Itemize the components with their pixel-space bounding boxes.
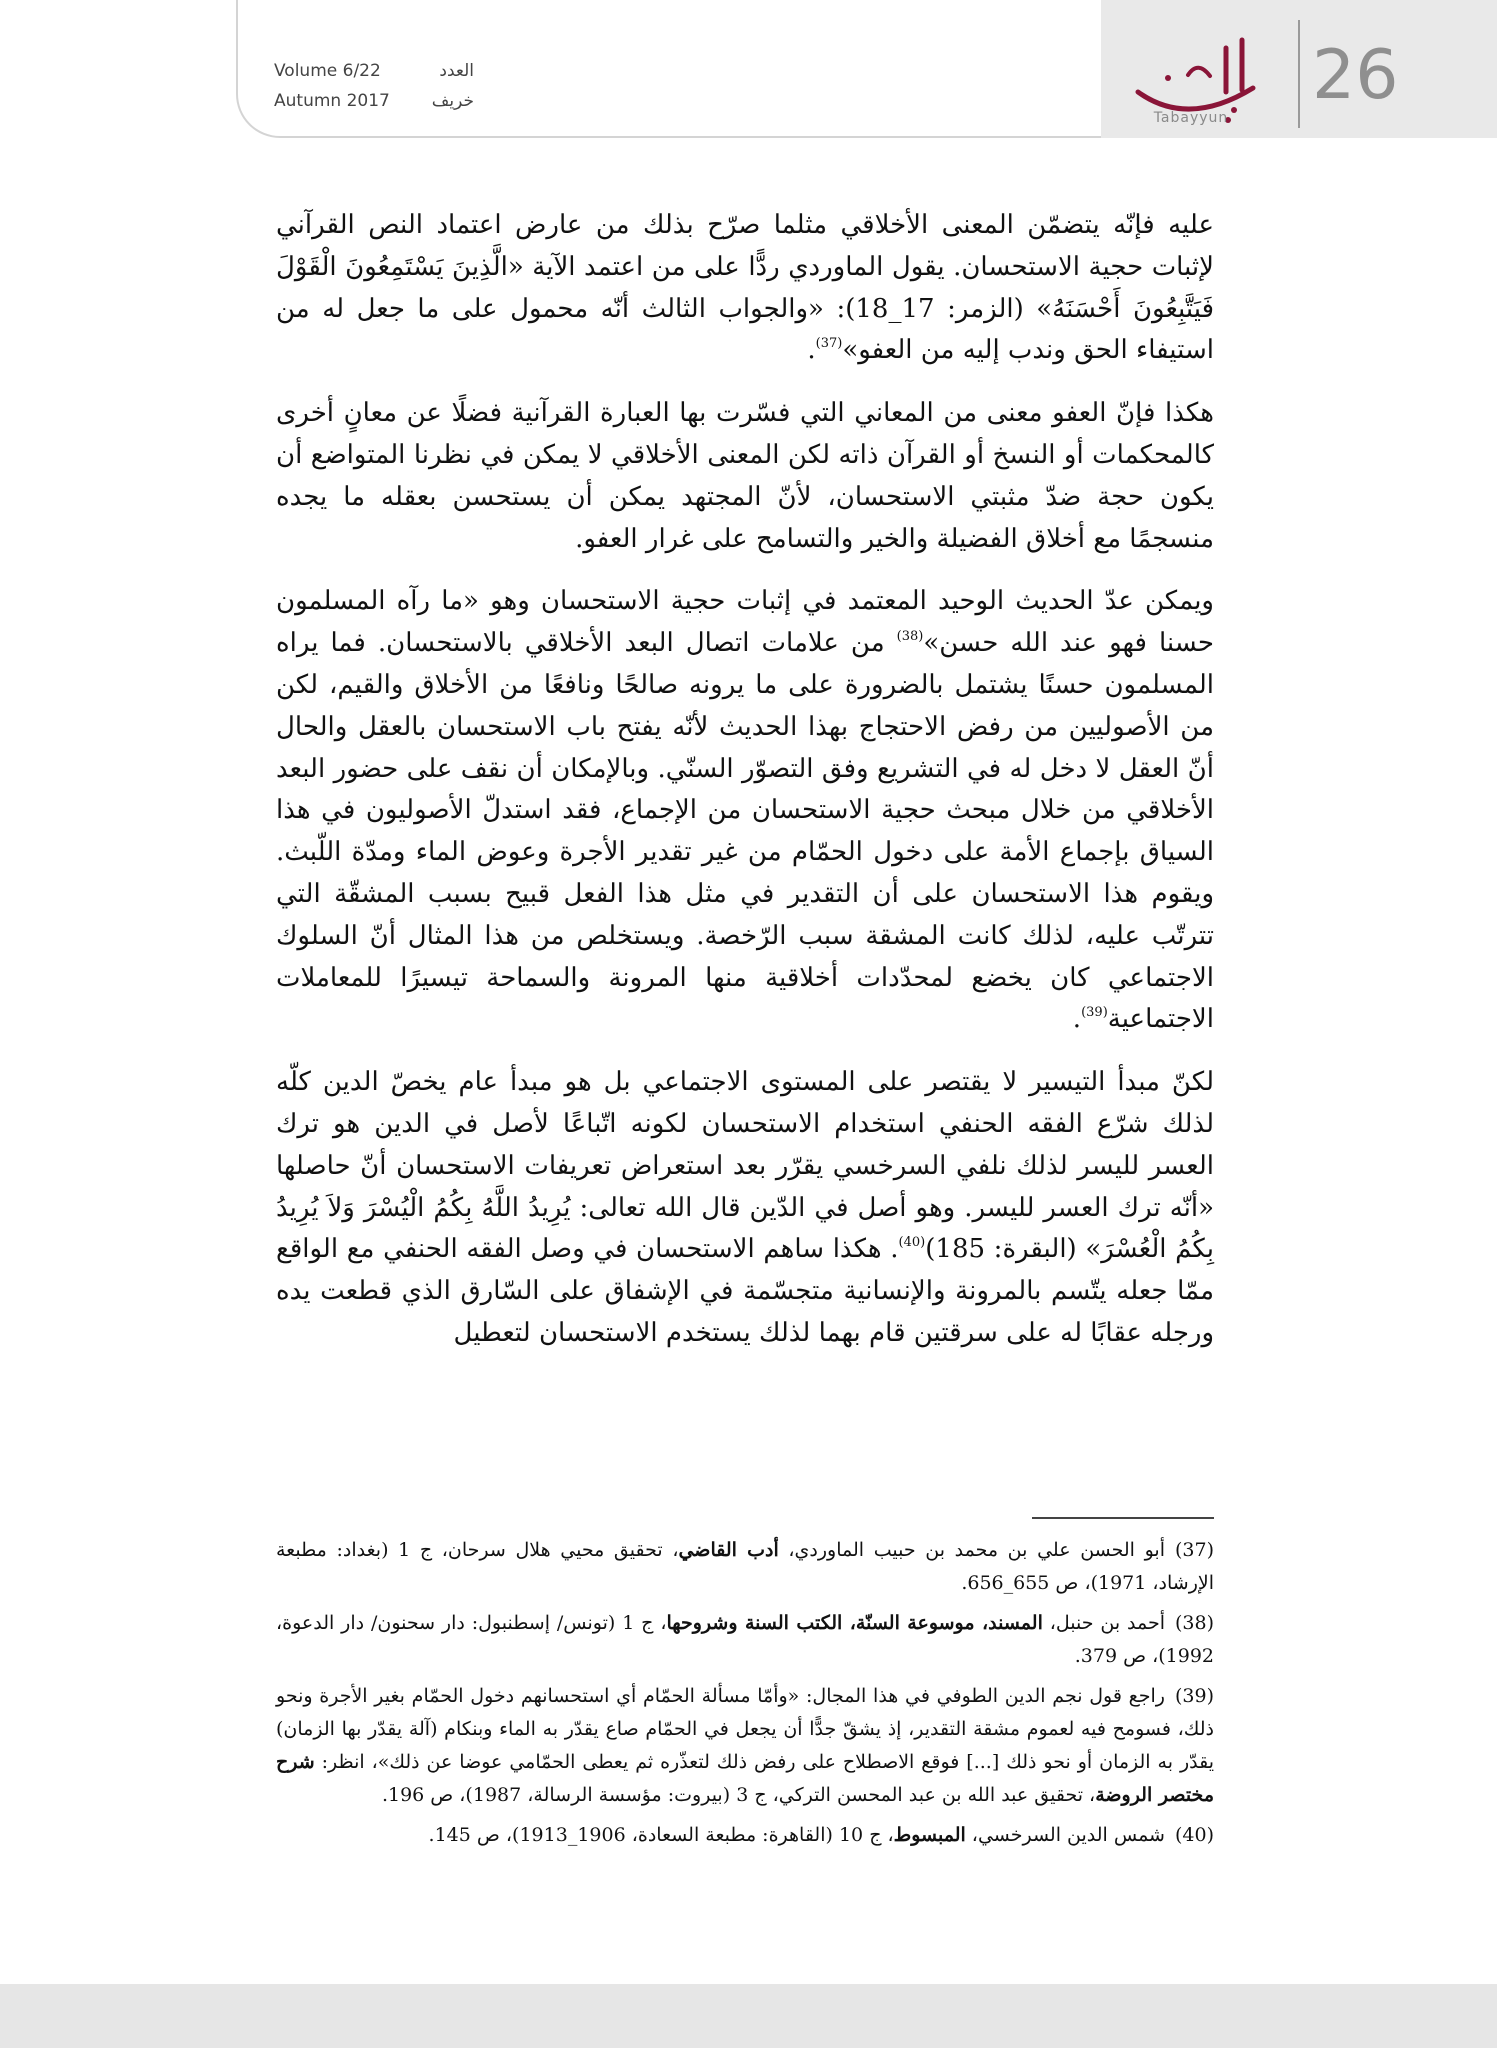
volume-row (274, 56, 474, 86)
issue-label-ar: العدد (439, 61, 474, 81)
page-footer-band (0, 1984, 1497, 2048)
text-run: ، ج 10 (القاهرة: مطبعة السعادة، 1906_1913)، ص 145. (428, 1824, 894, 1846)
body-paragraph (276, 581, 1214, 1041)
header-divider (1298, 20, 1300, 128)
season-label-ar: خريف (431, 91, 474, 111)
page-number: 26 (1312, 36, 1399, 115)
body-paragraph (276, 1062, 1214, 1355)
season-row (274, 86, 474, 116)
season-label: Autumn 2017 (274, 91, 390, 111)
footnote-ref[interactable]: (40) (898, 1235, 926, 1251)
text-run: شمس الدين السرخسي، (965, 1824, 1165, 1846)
main-text (276, 205, 1214, 1376)
text-run: أبو الحسن علي بن محمد بن حبيب الماوردي، (778, 1539, 1165, 1561)
footnote (276, 1819, 1214, 1852)
issue-info (274, 56, 474, 116)
footnotes (276, 1534, 1214, 1859)
footnote-number: (38) (1174, 1612, 1215, 1634)
footnote (276, 1534, 1214, 1600)
text-run: هكذا فإنّ العفو معنى من المعاني التي فسّرت بها العبارة القرآنية فضلًا عن معانٍ أخرى كالمحكمات أو النسخ أو القرآن ذاته لكن المعنى الأخلاقي لا يمكن في نظرنا المتواضع أن يكون حجة ضدّ مثبتي الاستحسان، لأنّ المجتهد يمكن أن يستحسن بعقله ما يجده منسجمًا مع أخلاق الفضيلة والخير والتسامح على غرار العفو. (276, 398, 1214, 554)
footnote-number: (37) (1174, 1539, 1214, 1561)
footnote-separator (1032, 1517, 1214, 1519)
footnote-number: (39) (1174, 1685, 1214, 1707)
text-run: ، ج 1 (تونس/ إسطنبول: دار سحنون/ دار الدعوة، 1992)، ص 379. (276, 1612, 1214, 1667)
volume-label: Volume 6/22 (274, 61, 381, 81)
body-paragraph (276, 393, 1214, 560)
text-run: أحمد بن حنبل، (1042, 1612, 1165, 1634)
text-run: . هكذا ساهم الاستحسان في وصل الفقه الحنفي مع الواقع ممّا جعله يتّسم بالمرونة والإنسانية متجسّمة في الإشفاق على السّارق الذي قطعت يده ورجله عقابًا له على سرقتين قام بهما لذلك يستخدم الاستحسان لتعطيل (276, 1234, 1214, 1348)
footnote-ref[interactable]: (38) (896, 629, 924, 645)
book-title: شرح مختصر الروضة (276, 1751, 1214, 1806)
footnote-ref[interactable]: (39) (1081, 1005, 1108, 1021)
text-run: عليه فإنّه يتضمّن المعنى الأخلاقي مثلما صرّح بذلك من عارض اعتماد النص القرآني لإثبات حجية الاستحسان. يقول الماوردي ردًّا على من اعتمد الآية «الَّذِينَ يَسْتَمِعُونَ الْقَوْلَ فَيَتَّبِعُونَ أَحْسَنَهُ» (الزمر: 17_18): «والجواب الثالث أنّه محمول على ما جعل له من استيفاء الحق وندب إليه من العفو» (276, 210, 1214, 366)
logo-text: تبيُّن (1128, 138, 1130, 139)
logo-subtitle: Tabayyun (1153, 110, 1229, 126)
page-header (0, 0, 1497, 140)
footnote (276, 1607, 1214, 1673)
book-title: أدب القاضي (678, 1539, 779, 1561)
text-run: . (1072, 1004, 1082, 1035)
footnote (276, 1680, 1214, 1812)
text-run: ، تحقيق عبد الله بن عبد المحسن التركي، ج 3 (بيروت: مؤسسة الرسالة، 1987)، ص 196. (381, 1784, 1096, 1806)
text-run: . (807, 335, 816, 366)
footnote-number: (40) (1174, 1824, 1214, 1846)
text-run: لكنّ مبدأ التيسير لا يقتصر على المستوى الاجتماعي بل هو مبدأ عام يخصّ الدين كلّه لذلك شرّع الفقه الحنفي استخدام الاستحسان لكونه اتّباعًا لأصل في الدين هو ترك العسر لليسر لذلك نلفي السرخسي يقرّر بعد استعراض تعريفات الاستحسان أنّ حاصلها «أنّه ترك العسر لليسر. وهو أصل في الدّين قال الله تعالى: يُرِيدُ اللَّهُ بِكُمُ الْيُسْرَ وَلاَ يُرِيدُ بِكُمُ الْعُسْرَ» (البقرة: 185) (276, 1067, 1214, 1265)
text-run: ، تحقيق محيي هلال سرحان، ج 1 (بغداد: مطبعة الإرشاد، 1971)، ص 655_656. (276, 1539, 1214, 1594)
footnote-ref[interactable]: (37) (815, 336, 843, 352)
text-run: راجع قول نجم الدين الطوفي في هذا المجال: «وأمّا مسألة الحمّام أي استحسانهم دخول الحمّام بغير الأجرة ونحو ذلك، فسومح فيه لعموم مشقة التقدير، إذ يشقّ جدًّا أن يجعل في الحمّام صاع يقدّر به الماء وبنكام (آلة يقدّر بها الزمان) يقدّر به الزمان أو نحو ذلك [...] فوقع الاصطلاح على رفض ذلك لتعذّره ثم يعطى الحمّامي عوضا عن ذلك»، انظر: (276, 1685, 1214, 1773)
text-run: ويمكن عدّ الحديث الوحيد المعتمد في إثبات حجية الاستحسان وهو «ما رآه المسلمون حسنا فهو عند الله حسن» (276, 586, 1214, 659)
book-title: المسند، موسوعة السنّة، الكتب السنة وشروحها (666, 1612, 1043, 1634)
body-paragraph (276, 205, 1214, 372)
text-run: من علامات اتصال البعد الأخلاقي بالاستحسان. فما يراه المسلمون حسنًا يشتمل بالضرورة على ما يرونه صالحًا ونافعًا من الأخلاق والقيم، لكن من الأصوليين من رفض الاحتجاج بهذا الحديث لأنّه يفتح باب الاستحسان بالعقل والحال أنّ العقل لا دخل له في التشريع وفق التصوّر السنّي. وبالإمكان أن نقف على حضور البعد الأخلاقي من خلال مبحث حجية الاستحسان من الإجماع، فقد استدلّ الأصوليون في هذا السياق بإجماع الأمة على دخول الحمّام من غير تقدير الأجرة وعوض الماء ومدّة اللّبث. ويقوم هذا الاستحسان على أن التقدير في مثل هذا الفعل قبيح بسبب المشقّة التي تترتّب عليه، لذلك كانت المشقة سبب الرّخصة. ويستخلص من هذا المثال أنّ السلوك الاجتماعي كان يخضع لمحدّدات أخلاقية منها المرونة والسماحة تيسيرًا للمعاملات الاجتماعية (276, 628, 1214, 1035)
book-title: المبسوط (893, 1824, 966, 1846)
